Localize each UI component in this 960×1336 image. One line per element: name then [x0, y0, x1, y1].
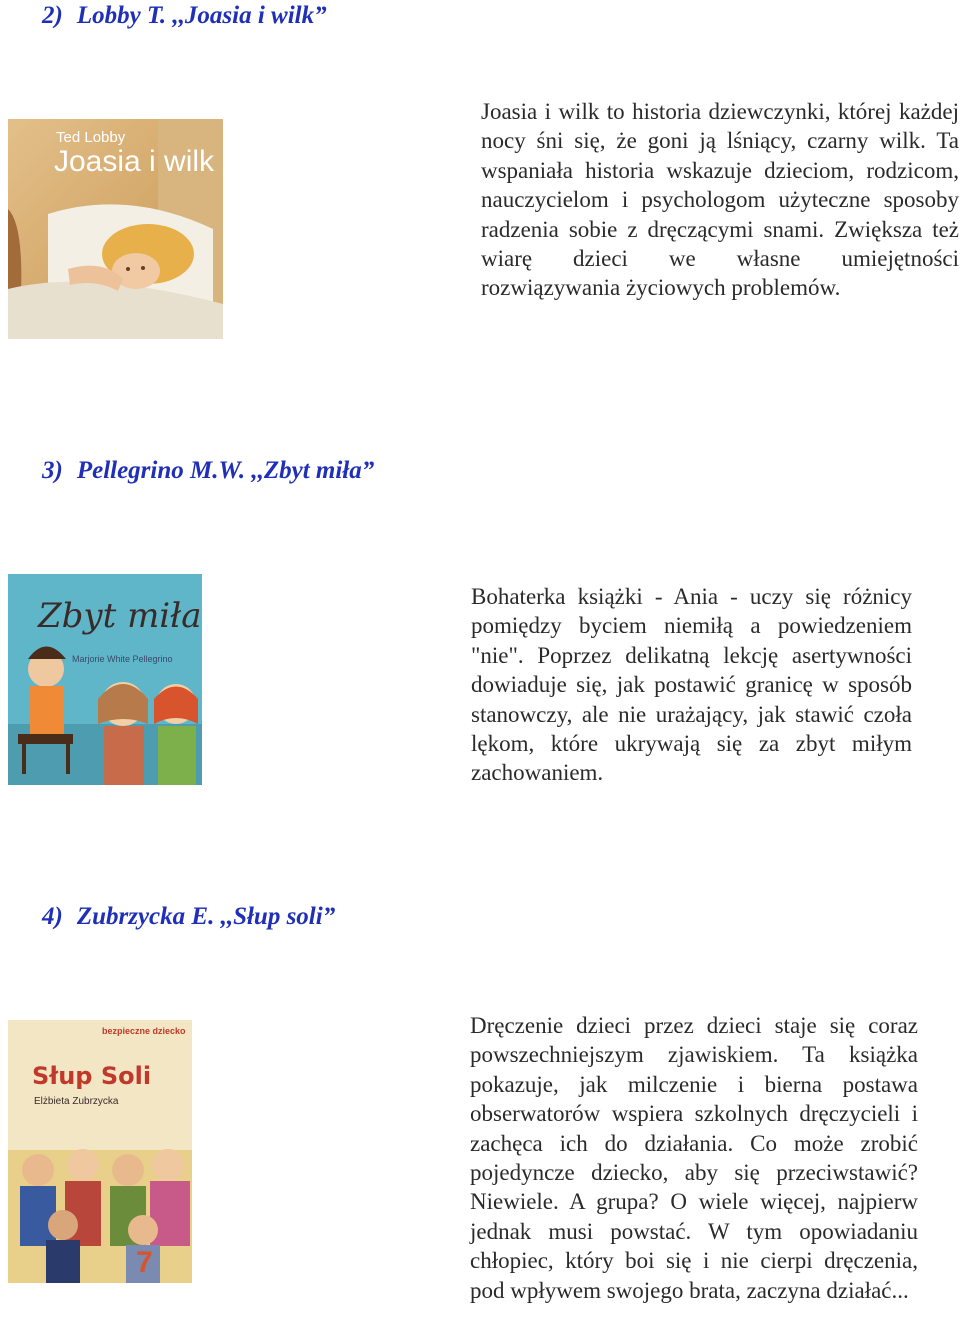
book-title: Pellegrino M.W. ,,Zbyt miła”: [76, 457, 375, 484]
cover-illustration: [8, 1020, 192, 1283]
book-description: Dręczenie dzieci przez dzieci staje się coraz powszechniejszym zjawiskiem. Ta książka pokazuje, jak milczenie i bierna postawa obserwatorów wspiera szkolnych dręczycieli i zachęca ich do działania. Co może zrobić pojedyncze dziecko, aby się przeciwstawić? Niewiele. A grupa? O wiele więcej, najpierw jednak musi powstać. W tym opowiadaniu chłopiec, który boi się i nie cierpi dręczenia, pod wpływem swojego brata, zaczyna działać...: [470, 1013, 918, 1303]
book-heading: [42, 457, 374, 485]
cover-title: Słup Soli: [32, 1062, 152, 1090]
cover-author: Elżbieta Zubrzycka: [34, 1096, 119, 1107]
book-title: Zubrzycka E. ,,Słup soli”: [76, 903, 336, 930]
book-heading: [42, 2, 327, 30]
book-cover-slup-soli: [8, 1020, 192, 1283]
book-number: 4): [42, 903, 63, 930]
svg-text:7: 7: [136, 1246, 153, 1279]
book-description: Bohaterka książki - Ania - uczy się różnicy pomiędzy byciem niemiłą a powiedzeniem "nie". Poprzez delikatną lekcję asertywności dowiaduje się, jak postawić granicę w sposób stanowczy, ale nie urażający, jak stawić czoła lękom, które ukrywają się za zbyt miłym zachowaniem.: [471, 584, 912, 786]
cover-title: Zbyt miła: [38, 596, 202, 636]
book-heading: [42, 903, 335, 931]
book-cover-joasia-i-wilk: [8, 119, 223, 339]
cover-title: Joasia i wilk: [54, 145, 215, 178]
book-cover-zbyt-mila: [8, 574, 202, 785]
book-title: Lobby T. ,,Joasia i wilk”: [76, 2, 327, 29]
book-description: Joasia i wilk to historia dziewczynki, której każdej nocy śni się, że goni ją lśniący, czarny wilk. Ta wspaniała historia wskazuje dzieciom, rodzicom, nauczycielom i psychologom użyteczne sposoby radzenia sobie z dręczącymi snami. Zwiększa też wiarę dzieci we własne umiejętności rozwiązywania życiowych problemów.: [481, 99, 959, 301]
cover-author: Ted Lobby: [56, 129, 126, 146]
cover-series: bezpieczne dziecko: [102, 1026, 186, 1036]
book-number: 3): [42, 457, 63, 484]
cover-author: Marjorie White Pellegrino: [72, 654, 173, 664]
book-number: 2): [42, 2, 63, 29]
